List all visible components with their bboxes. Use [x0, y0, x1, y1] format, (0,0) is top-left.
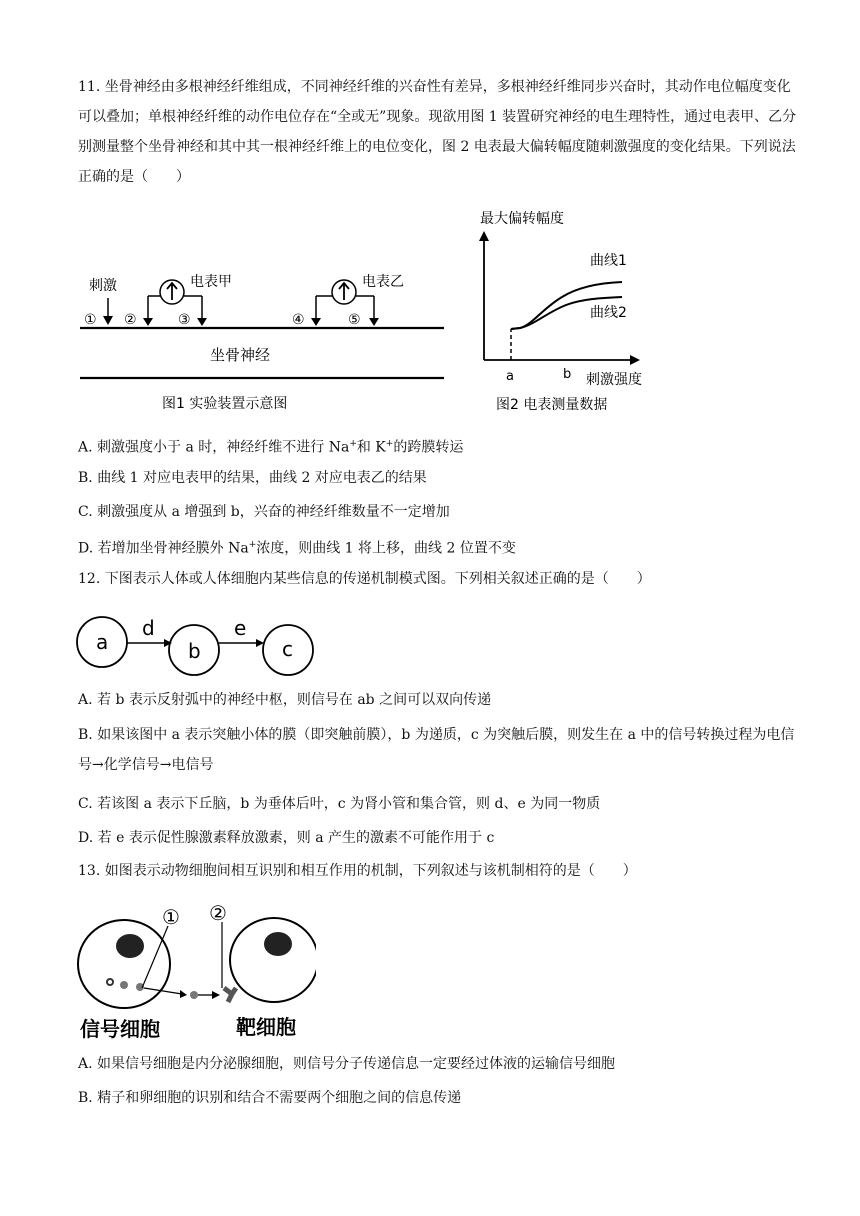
x-axis-arrow	[630, 355, 640, 365]
chart-ylabel: 最大偏转幅度	[480, 211, 564, 227]
q12-stem: 12. 下图表示人体或人体细胞内某些信息的传递机制模式图。下列相关叙述正确的是（ ）	[78, 571, 651, 587]
q12-option-d: D. 若 e 表示促性腺激素释放激素，则 a 产生的激素不可能作用于 c	[78, 830, 495, 846]
point-2: ②	[124, 312, 137, 328]
tick-b-label: b	[563, 367, 572, 382]
point-4: ④	[292, 312, 305, 328]
point-3: ③	[178, 312, 191, 328]
q11-option-a-text-2: 和 K	[356, 439, 386, 456]
signal-cell	[78, 920, 170, 1008]
nerve-label: 坐骨神经	[210, 346, 271, 364]
q13-figure	[76, 896, 316, 1046]
q13-option-a: A. 如果信号细胞是内分泌腺细胞，则信号分子传递信息一定要经过体液的运输信号细胞	[78, 1056, 616, 1072]
figure-1-caption: 图1 实验装置示意图	[162, 396, 288, 412]
signal-arrow-1-head	[180, 990, 187, 998]
node-c-label: c	[282, 637, 293, 661]
node-b-label: b	[188, 639, 201, 663]
q11-option-c: C. 刺激强度从 a 增强到 b，兴奋的神经纤维数量不一定增加	[78, 504, 450, 520]
meter-b-arrow-right	[369, 318, 379, 326]
arrow-e-label: e	[234, 616, 247, 640]
vesicle-2	[120, 981, 128, 989]
meter-a-label: 电表甲	[190, 274, 232, 290]
q11-option-d	[78, 535, 516, 559]
figure-2-caption: 图2 电表测量数据	[496, 397, 608, 413]
node-a-label: a	[96, 630, 109, 654]
q11-option-a-text-3: 的跨膜转运	[393, 439, 464, 456]
meter-b-label: 电表乙	[362, 274, 404, 290]
arrow-d-label: d	[142, 616, 155, 640]
q11-option-b: B. 曲线 1 对应电表甲的结果，曲线 2 对应电表乙的结果	[78, 470, 427, 486]
receptor	[224, 988, 236, 1002]
q11-option-d-text-1: D. 若增加坐骨神经膜外 Na	[78, 540, 249, 557]
stimulus-label: 刺激	[89, 278, 117, 294]
target-cell-label: 靶细胞	[236, 1015, 296, 1039]
meter-a-arrow-right	[197, 318, 207, 326]
tick-a-label: a	[506, 369, 514, 384]
meter-b-arrow-left	[311, 318, 321, 326]
q11-option-d-text-2: 浓度，则曲线 1 将上移，曲线 2 位置不变	[256, 540, 516, 557]
q13-option-b: B. 精子和卵细胞的识别和结合不需要两个细胞之间的信息传递	[78, 1090, 462, 1106]
q11-stem: 11. 坐骨神经由多根神经纤维组成，不同神经纤维的兴奋性有差异，多根神经纤维同步兴奋时，其动作电位幅度变化可以叠加；单根神经纤维的动作电位存在“全或无”现象。现欲用图 1 装置研究神经的电生理特性，通过电表甲、乙分别测量整个坐骨神经和其中其一根神经纤维上的电位变化，图 2 电表最大偏转幅度随刺激强度的变化结果。下列说法正确的是（ ）	[78, 79, 797, 185]
meter-a-arrow-left	[143, 318, 153, 326]
marker-2: ②	[209, 901, 227, 925]
signal-molecule	[190, 991, 198, 999]
q13-stem: 13. 如图表示动物细胞间相互识别和相互作用的机制，下列叙述与该机制相符的是（ ）	[78, 863, 637, 879]
signal-cell-nucleus	[116, 934, 144, 958]
q11-option-a-sup-1: +	[349, 439, 357, 449]
signal-arrow-2-head	[212, 991, 220, 999]
curve-1-label: 曲线1	[590, 253, 627, 269]
chart-xlabel: 刺激强度	[586, 372, 642, 388]
figure-1-apparatus	[78, 262, 448, 422]
q11-option-a	[78, 434, 463, 458]
q12-option-b: B. 如果该图中 a 表示突触小体的膜（即突触前膜），b 为递质，c 为突触后膜，则发生在 a 中的信号转换过程为电信号→化学信号→电信号	[78, 727, 795, 773]
point-5: ⑤	[348, 312, 361, 328]
q11-option-a-sup-2: +	[385, 439, 394, 449]
q12-diagram	[76, 610, 321, 680]
point-1: ①	[84, 312, 97, 328]
curve-2-label: 曲线2	[590, 305, 627, 321]
stimulus-arrowhead	[103, 316, 113, 325]
q11-option-a-text-1: A. 刺激强度小于 a 时，神经纤维不进行 Na	[78, 439, 350, 456]
signal-cell-label: 信号细胞	[80, 1017, 160, 1041]
target-cell-nucleus	[264, 932, 292, 956]
y-axis-arrow	[479, 231, 489, 241]
q11-option-d-sup: +	[248, 540, 257, 550]
target-cell	[230, 918, 316, 1002]
q12-option-a: A. 若 b 表示反射弧中的神经中枢，则信号在 ab 之间可以双向传递	[78, 692, 492, 708]
figure-2-chart	[470, 205, 670, 420]
marker-1: ①	[162, 905, 180, 929]
q12-option-c: C. 若该图 a 表示下丘脑，b 为垂体后叶，c 为肾小管和集合管，则 d、e 为同一物质	[78, 796, 601, 812]
vesicle-1	[107, 979, 113, 985]
